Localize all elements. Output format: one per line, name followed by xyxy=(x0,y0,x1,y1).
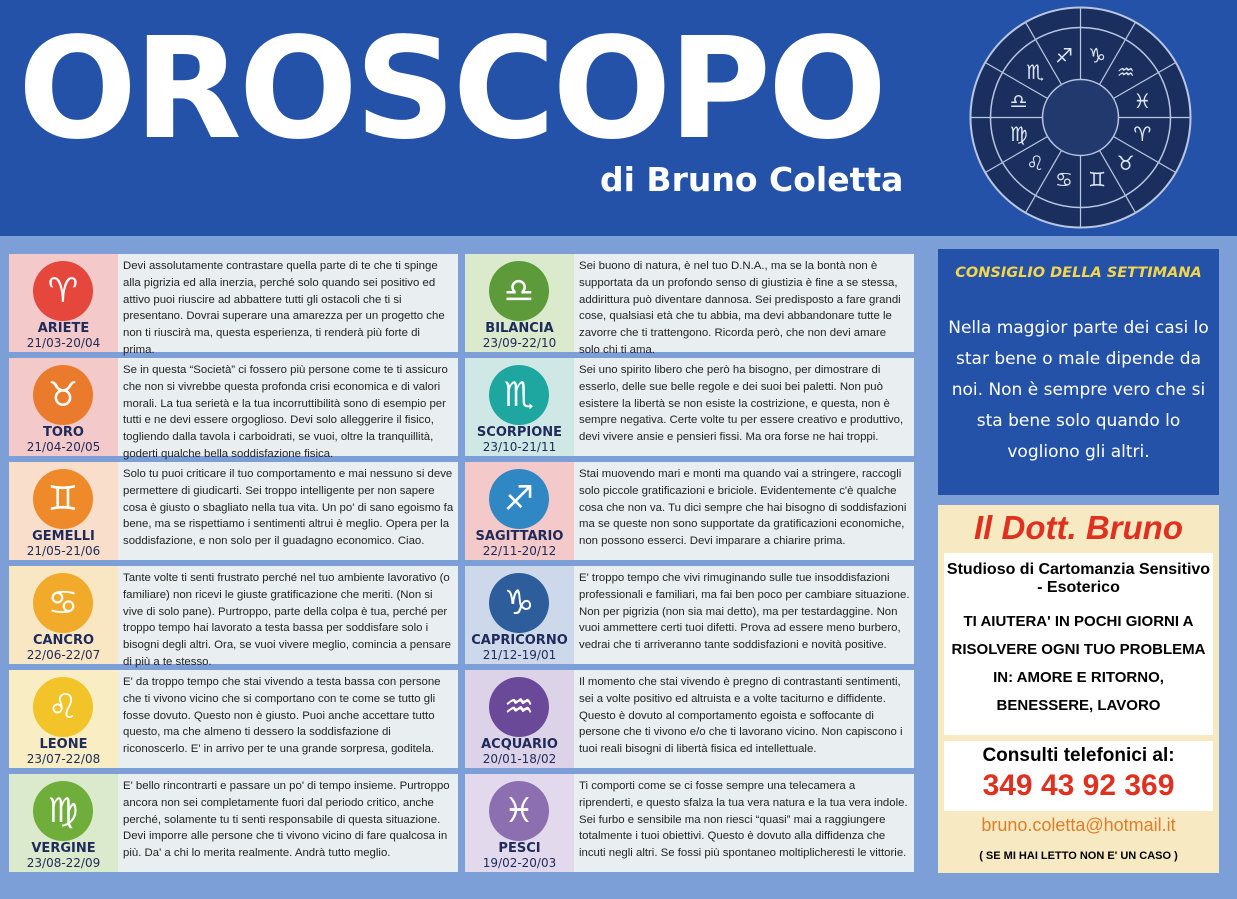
sign-badge xyxy=(9,358,118,456)
sign-name: GEMELLI xyxy=(32,529,95,544)
ariete-glyph-icon: ♈ xyxy=(33,261,93,321)
sign-badge xyxy=(9,566,118,664)
sign-badge xyxy=(465,254,574,352)
bilancia-glyph-icon: ♎ xyxy=(489,261,549,321)
sign-badge xyxy=(9,462,118,560)
svg-text:♎: ♎ xyxy=(1009,88,1028,113)
sign-horoscope-text: Stai muovendo mari e monti ma quando vai a stringere, raccogli solo piccole gratificazioni e briciole. Evidentemente c'è qualche cosa che non va. Tu dici sempre che hai bisogno di soddisfazioni ma se queste non sono supportate da gratificazioni economiche, non possono esserci. Devi imparare a chiarire prima. xyxy=(579,468,907,548)
scorpione-glyph-icon: ♏ xyxy=(489,365,549,425)
toro-glyph-icon: ♉ xyxy=(33,365,93,425)
sign-name: ACQUARIO xyxy=(481,737,558,752)
vergine-glyph-icon: ♍ xyxy=(33,781,93,841)
ad-services: TI AIUTERA' IN POCHI GIORNI A RISOLVERE OGNI TUO PROBLEMA IN: AMORE E RITORNO, BENESSERE, LAVORO xyxy=(951,613,1206,714)
pesci-glyph-icon: ♓ xyxy=(489,781,549,841)
sign-card-leone xyxy=(9,670,458,768)
page-title: OROSCOPO xyxy=(18,8,885,171)
sign-badge xyxy=(9,670,118,768)
ad-description: Studioso di Cartomanzia Sensitivo - Esoterico xyxy=(946,561,1211,596)
svg-text:♈: ♈ xyxy=(1133,122,1152,147)
sign-card-ariete xyxy=(9,254,458,356)
sign-horoscope-text: Tante volte ti senti frustrato perché nel tuo ambiente lavorativo (o familiare) non ricevi le giuste gratificazione che meriti. (Non si vive di solo pane). Purtroppo, parte della colpa è tua, perché per troppo tempo hai lavorato a testa bassa per soddisfare solo i bisogni degli altri. Ora, se vuoi vivere meglio, comincia a pensare di più a te stesso. xyxy=(123,572,451,668)
sign-horoscope-text: E' bello rincontrarti e passare un po' di tempo insieme. Purtroppo ancora non sei completamente fuori dal periodo critico, anche perché, solamente tu ti senti responsabile di questa situazione. Devi imporre alle persone che ti vivono vicino di fare qualcosa in più. Da' a chi lo merita realmente. Andrà tutto meglio. xyxy=(123,780,450,860)
sign-name: TORO xyxy=(43,425,84,440)
ad-email: bruno.coletta@hotmail.it xyxy=(981,815,1176,835)
sign-dates: 23/10-21/11 xyxy=(482,440,557,454)
svg-text:♏: ♏ xyxy=(1026,60,1045,85)
sign-dates: 22/06-22/07 xyxy=(26,648,101,662)
sign-card-bilancia xyxy=(465,254,914,356)
header-banner xyxy=(0,0,1237,236)
consiglio-title: CONSIGLIO DELLA SETTIMANA xyxy=(955,265,1202,281)
sign-card-acquario xyxy=(465,670,914,768)
sign-horoscope-text: Ti comporti come se ci fosse sempre una telecamera a riprenderti, e questo sfalza la tua vera natura e la tua vera indole. Sei furbo e sensibile ma non riesci “quasi” mai a raggiungere totalmente i tuoi obiettivi. Questo è dovuto alla diffidenza che incuti negli altri. Se fossi più spontaneo moltiplicheresti le vittorie. xyxy=(579,780,908,860)
consiglio-text: Nella maggior parte dei casi lo star bene o male dipende da noi. Non è sempre vero che si sta bene solo quando lo vogliono gli altri. xyxy=(948,318,1209,462)
sign-name: ARIETE xyxy=(37,321,90,336)
sign-card-vergine xyxy=(9,774,458,872)
sign-horoscope-text: Il momento che stai vivendo è pregno di contrastanti sentimenti, sei a volte positivo ed altruista e a volte taciturno e diffidente. Questo è dovuto al comportamento egoista e soffocante di persone che ti vivono e/o che ti lavorano vicino. Non capiscono i tuoi reali bisogni di libertà fisica ed intellettuale. xyxy=(579,676,903,756)
sign-name: VERGINE xyxy=(31,841,96,856)
ad-note: ( SE MI HAI LETTO NON E' UN CASO ) xyxy=(979,850,1178,862)
svg-text:♒: ♒ xyxy=(1116,60,1135,85)
sign-card-pesci xyxy=(465,774,914,872)
sign-badge xyxy=(465,670,574,768)
sign-name: SCORPIONE xyxy=(476,425,563,440)
sign-name: LEONE xyxy=(39,737,88,752)
sign-dates: 21/03-20/04 xyxy=(26,336,101,350)
sign-name: PESCI xyxy=(498,841,541,856)
svg-text:♌: ♌ xyxy=(1026,150,1045,175)
sign-horoscope-text: Solo tu puoi criticare il tuo comportamento e mai nessuno si deve permettere di giudicarti. Sei troppo intelligente per non sapere cosa è giusto o sbagliato nella tua vita. Un po' di sano egoismo fa bene, ma se rispettiamo i sentimenti altrui è meglio. Opera per la soddisfazione, e non solo per il guadagno economico. Ciao. xyxy=(123,468,454,548)
sign-horoscope-text: Devi assolutamente contrastare quella parte di te che ti spinge alla pigrizia ed alla inerzia, perché solo quando sei positivo ed attivo puoi riuscire ad abbattere tutti gli ostacoli che ti si presentano. Dovrai superare una amarezza per un progetto che non ti riuscirà ma, questa esperienza, ti renderà più forte di prima. xyxy=(123,260,445,356)
svg-text:♊: ♊ xyxy=(1088,167,1107,192)
sign-card-capricorno xyxy=(465,566,914,664)
sagittario-glyph-icon: ♐ xyxy=(489,469,549,529)
sign-card-sagittario xyxy=(465,462,914,560)
sign-name: CAPRICORNO xyxy=(471,633,568,648)
svg-text:♐: ♐ xyxy=(1054,43,1073,68)
sign-horoscope-text: Sei buono di natura, è nel tuo D.N.A., ma se la bontà non è supportata da un profondo senso di giustizia è fine a se stessa, addirittura può diventare dannosa. Sei predisposto a fare grandi cose, qualsiasi età che tu abbia, ma devi abbandonare tutte le zavorre che ti trattengono. Ricorda però, che non devi amare solo chi ti ama. xyxy=(579,260,901,356)
zodiac-wheel-icon xyxy=(968,5,1193,230)
svg-text:♓: ♓ xyxy=(1133,88,1152,113)
sign-badge xyxy=(465,774,574,872)
sign-dates: 23/08-22/09 xyxy=(26,856,101,870)
ad-phone-number: 349 43 92 369 xyxy=(982,769,1175,802)
cancro-glyph-icon: ♋ xyxy=(33,573,93,633)
sign-card-toro xyxy=(9,358,458,460)
sign-badge xyxy=(9,774,118,872)
sign-name: SAGITTARIO xyxy=(475,529,564,544)
ad-services-panel xyxy=(944,553,1213,735)
sign-horoscope-text: E' da troppo tempo che stai vivendo a testa bassa con persone che ti vivono vicino che si comportano con te come se tutto gli fosse dovuto. Questo non è giusto. Puoi anche accettare tutto questo, ma che almeno ti dessero la soddisfazione di riconoscerlo. E' in arrivo per te una grande sorpresa, goditela. xyxy=(123,676,441,756)
consiglio-box xyxy=(938,249,1219,495)
svg-text:♉: ♉ xyxy=(1116,150,1135,175)
ad-title: Il Dott. Bruno xyxy=(974,509,1183,546)
sign-card-scorpione xyxy=(465,358,914,456)
sign-dates: 21/05-21/06 xyxy=(26,544,101,558)
sign-dates: 19/02-20/03 xyxy=(482,856,557,870)
sign-badge xyxy=(465,566,574,664)
sign-horoscope-text: E' troppo tempo che vivi rimuginando sulle tue insoddisfazioni professionali e familiari, ma fai ben poco per cambiare situazione. Non per pigrizia (non sia mai detto), ma per testardaggine. Non vuoi ammettere certi tuoi difetti. Prova ad essere meno burbero, vedrai che ti arriveranno tante soddisfazioni e novità positive. xyxy=(579,572,910,652)
sign-dates: 22/11-20/12 xyxy=(482,544,557,558)
sign-dates: 23/07-22/08 xyxy=(26,752,101,766)
sign-dates: 23/09-22/10 xyxy=(482,336,557,350)
svg-text:♍: ♍ xyxy=(1009,122,1028,147)
sign-dates: 21/12-19/01 xyxy=(482,648,557,662)
sign-horoscope-text: Se in questa “Società” ci fossero più persone come te ti assicuro che non si vivrebbe questa profonda crisi economica e di valori morali. La tua serietà e la tua incorruttibilità sono di esempio per tutti e ne devi essere orgoglioso. Devi solo alleggerire il fisico, togliendo dalla tavola i carboidrati, se vuoi, oltre la tranquillità, goderti qualche bella soddisfazione fisica. xyxy=(123,364,448,460)
leone-glyph-icon: ♌ xyxy=(33,677,93,737)
sign-badge xyxy=(465,358,574,456)
sign-horoscope-text: Sei uno spirito libero che però ha bisogno, per dimostrare di esserlo, delle sue belle regole e dei suoi bei paletti. Non può esistere la libertà se non esiste la costrizione, e questa, non è sempre negativa. Certe volte tu per essere creativo e produttivo, devi vivere ansie e pensieri fissi. Ma ora forse ne hai troppi. xyxy=(579,364,904,444)
svg-text:♑: ♑ xyxy=(1088,43,1107,68)
sign-badge xyxy=(465,462,574,560)
sign-name: CANCRO xyxy=(32,633,95,648)
sign-card-cancro xyxy=(9,566,458,668)
sign-dates: 21/04-20/05 xyxy=(26,440,101,454)
sign-card-gemelli xyxy=(9,462,458,560)
gemelli-glyph-icon: ♊ xyxy=(33,469,93,529)
sign-dates: 20/01-18/02 xyxy=(482,752,557,766)
capricorno-glyph-icon: ♑ xyxy=(489,573,549,633)
ad-contact-panel xyxy=(944,741,1213,811)
sign-badge xyxy=(9,254,118,352)
author-subtitle: di Bruno Coletta xyxy=(600,160,904,199)
sign-name: BILANCIA xyxy=(485,321,554,336)
svg-text:♋: ♋ xyxy=(1054,167,1073,192)
ad-consulti-label: Consulti telefonici al: xyxy=(982,745,1175,766)
advertisement-box xyxy=(938,505,1219,873)
acquario-glyph-icon: ♒ xyxy=(489,677,549,737)
